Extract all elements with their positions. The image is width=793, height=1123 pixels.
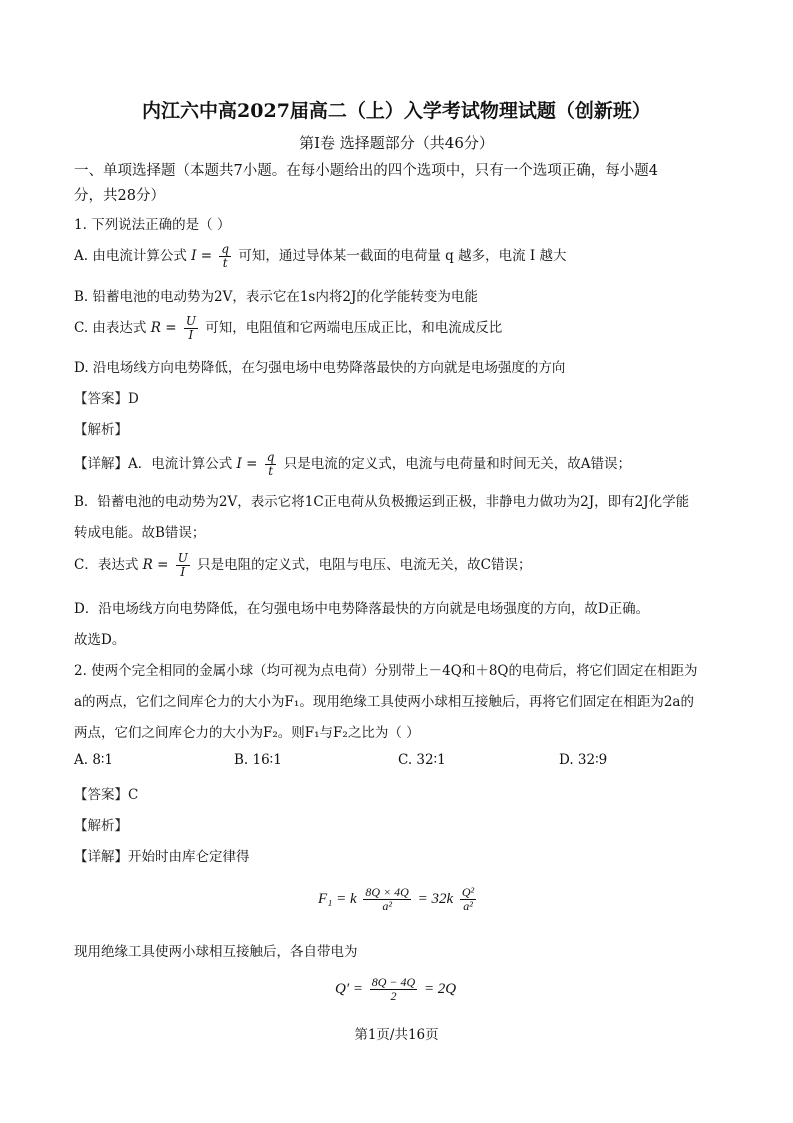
equation-fraction-1 (363, 886, 410, 913)
q1-option-a-fraction (219, 243, 231, 270)
q2-stem-line1: 2. 使两个完全相同的金属小球（均可视为点电荷）分别带上－4Q和＋8Q的电荷后，将它们固定在相距为 (74, 663, 698, 679)
q2-detail-intro: 【详解】开始时由库仑定律得 (74, 849, 250, 865)
fraction-numerator: q (221, 242, 230, 256)
equation-middle: = 32k (417, 890, 454, 907)
equation-fraction-2 (460, 886, 476, 913)
fraction-numerator: 8Q × 4Q (365, 885, 409, 899)
equation-charge-after-contact (335, 976, 456, 1003)
q1-detail-d: D．沿电场线方向电势降低，在匀强电场中电势降落最快的方向就是电场强度的方向，故D正确。 (74, 601, 650, 617)
q2-analysis-label: 【解析】 (74, 818, 128, 834)
q1-analysis-label: 【解析】 (74, 422, 128, 438)
q1-detail-a-fraction (265, 451, 277, 478)
q2-stem-line2: a的两点，它们之间库仑力的大小为F₁。现用绝缘工具使两小球相互接触后，再将它们固定在相距为2a的 (74, 694, 694, 710)
fraction-numerator: U (185, 314, 196, 328)
q1-conclusion: 故选D。 (74, 632, 126, 648)
equation-fraction (370, 976, 417, 1003)
section-heading-line2: 分，共28分） (74, 188, 165, 204)
q2-stem-line3: 两点，它们之间库仑力的大小为F₂。则F₁与F₂之比为（ ） (74, 725, 420, 741)
q1-detail-b-line2: 转成电能。故B错误； (74, 525, 206, 541)
q1-answer: 【答案】D (74, 391, 139, 407)
q1-option-c-lhs: R = (150, 320, 177, 336)
fraction-denominator: a² (463, 899, 473, 913)
fraction-denominator: a² (382, 899, 392, 913)
q2-option-b: B. 16∶1 (234, 752, 282, 768)
equation-coulomb-f1 (318, 886, 479, 913)
q1-option-c-text: 可知，电阻值和它两端电压成正比，和电流成反比 (205, 320, 503, 336)
q1-detail-a-text: 只是电流的定义式，电流与电荷量和时间无关，故A错误； (283, 456, 632, 472)
q2-answer: 【答案】C (74, 787, 139, 803)
q1-detail-c-lhs: R = (142, 557, 169, 573)
q1-detail-c-fraction (176, 552, 190, 579)
q1-option-c-fraction (184, 315, 198, 342)
q1-detail-c (74, 552, 531, 579)
fraction-numerator: U (177, 551, 188, 565)
q2-option-c: C. 32∶1 (398, 752, 446, 768)
q2-after-contact: 现用绝缘工具使两小球相互接触后，各自带电为 (74, 944, 358, 960)
section-heading-line1: 一、单项选择题（本题共7小题。在每小题给出的四个选项中，只有一个选项正确，每小题4 (74, 163, 658, 179)
q1-detail-c-text: 只是电阻的定义式，电阻与电压、电流无关，故C错误； (197, 557, 532, 573)
q1-stem: 1. 下列说法正确的是（ ） (74, 217, 231, 233)
fraction-denominator: I (188, 328, 194, 342)
equation-rhs: = 2Q (423, 980, 457, 997)
document-title: 内江六中高2027届高二（上）入学考试物理试题（创新班） (142, 100, 651, 122)
fraction-denominator: t (268, 464, 274, 478)
q1-option-d: D. 沿电场线方向电势降低，在匀强电场中电势降落最快的方向就是电场强度的方向 (74, 360, 566, 376)
q1-detail-a-prefix: 【详解】A．电流计算公式 (74, 456, 233, 472)
equation-lhs: F₁ = k (318, 890, 357, 907)
q1-detail-c-prefix: C．表达式 (74, 557, 139, 573)
q1-option-b: B. 铅蓄电池的电动势为2V，表示它在1s内将2J的化学能转变为电能 (74, 289, 478, 305)
q1-option-a-text: 可知，通过导体某一截面的电荷量 q 越多，电流 I 越大 (238, 248, 567, 264)
fraction-numerator: q (266, 450, 275, 464)
q1-option-c (74, 315, 502, 342)
q1-option-a (74, 243, 567, 270)
q2-option-a: A. 8∶1 (74, 752, 114, 768)
fraction-denominator: I (180, 565, 186, 579)
q2-option-d: D. 32∶9 (559, 752, 608, 768)
q1-option-c-prefix: C. 由表达式 (74, 320, 147, 336)
q1-detail-b-line1: B．铅蓄电池的电动势为2V，表示它将1C正电荷从负极搬运到正极，非静电力做功为2J，即有2J化学能 (74, 494, 690, 510)
fraction-denominator: 2 (390, 989, 397, 1003)
page-number: 第1页/共16页 (354, 1027, 439, 1043)
q1-option-a-prefix: A. 由电流计算公式 (74, 248, 187, 264)
section-subtitle: 第Ⅰ卷 选择题部分（共46分） (299, 134, 494, 152)
equation-lhs: Q′ = (335, 980, 363, 997)
fraction-numerator: Q² (461, 885, 475, 899)
q1-option-a-lhs: I = (191, 248, 213, 264)
q1-detail-a-lhs: I = (236, 456, 258, 472)
q1-detail-a (74, 451, 631, 478)
fraction-denominator: t (222, 256, 228, 270)
fraction-numerator: 8Q − 4Q (371, 975, 416, 989)
